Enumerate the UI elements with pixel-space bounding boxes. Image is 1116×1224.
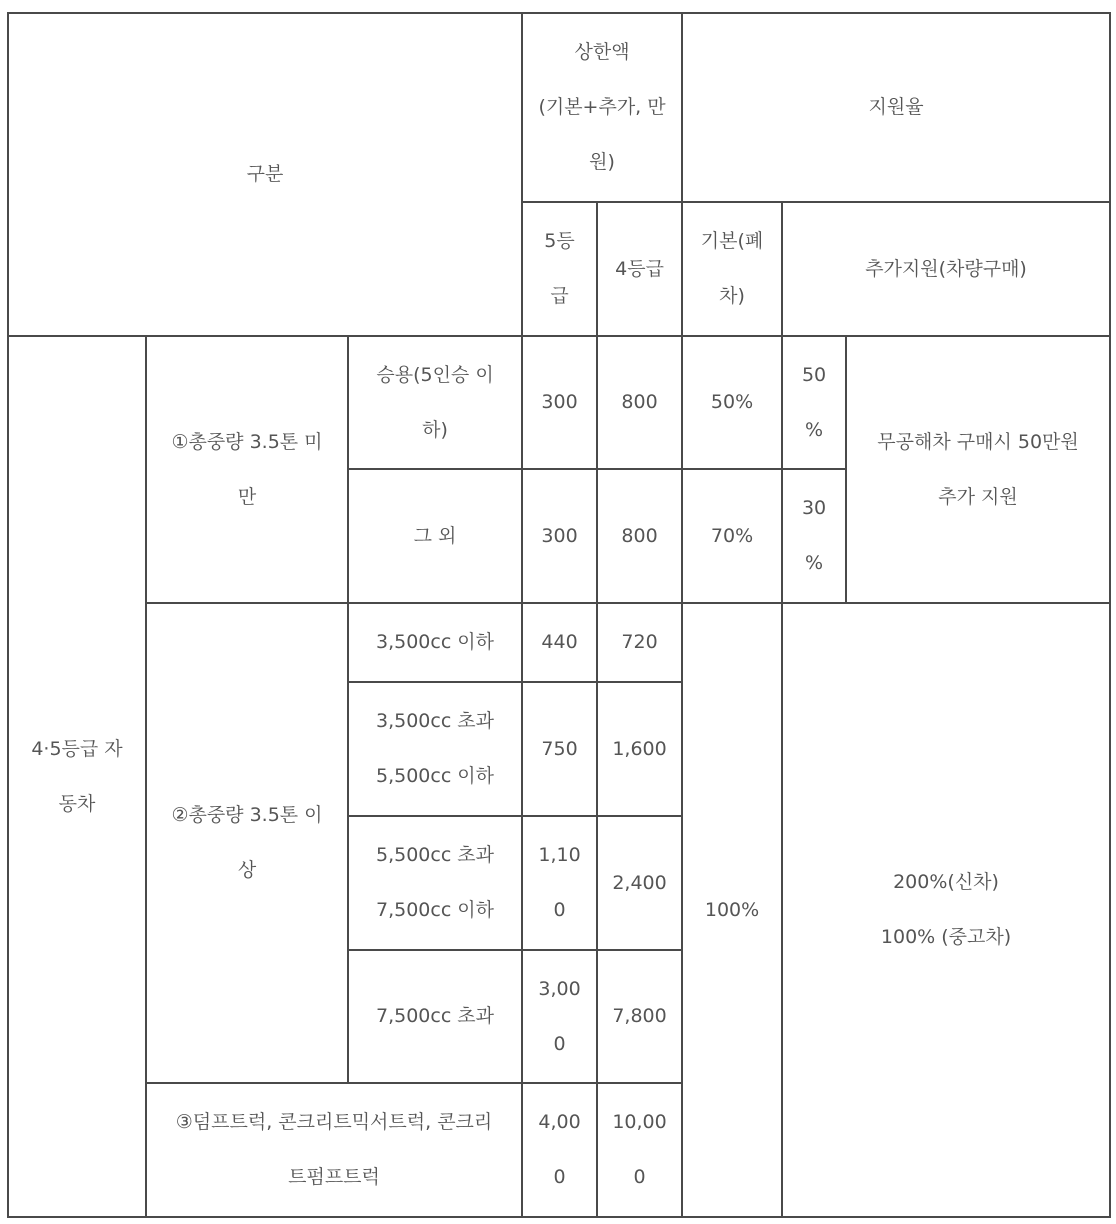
vehicle-type: 3,500cc 이하 [348, 603, 522, 682]
grade4-limit: 7,800 [597, 950, 682, 1083]
grade5-limit: 3,00 0 [522, 950, 597, 1083]
vehicle-type: 7,500cc 초과 [348, 950, 522, 1083]
header-grade5: 5등 급 [522, 202, 597, 336]
additional-rate: 30 % [782, 469, 846, 603]
vehicle-type: 승용(5인승 이 하) [348, 336, 522, 469]
basic-rate: 50% [682, 336, 782, 469]
grade5-limit: 300 [522, 336, 597, 469]
grade5-limit: 1,10 0 [522, 816, 597, 950]
grade4-limit: 10,00 0 [597, 1083, 682, 1217]
additional-rate: 200%(신차) 100% (중고차) [782, 603, 1110, 1217]
header-basic: 기본(폐 차) [682, 202, 782, 336]
header-limit: 상한액 (기본+추가, 만 원) [522, 13, 682, 202]
section3-label: ③덤프트럭, 콘크리트믹서트럭, 콘크리 트펌프트럭 [146, 1083, 522, 1217]
grade5-limit: 4,00 0 [522, 1083, 597, 1217]
section1-note: 무공해차 구매시 50만원 추가 지원 [846, 336, 1110, 603]
vehicle-type: 5,500cc 초과 7,500cc 이하 [348, 816, 522, 950]
vehicle-type: 그 외 [348, 469, 522, 603]
grade4-limit: 800 [597, 336, 682, 469]
grade5-limit: 750 [522, 682, 597, 816]
basic-rate: 70% [682, 469, 782, 603]
grade5-limit: 300 [522, 469, 597, 603]
subsidy-table [7, 12, 1111, 1218]
grade4-limit: 2,400 [597, 816, 682, 950]
section1-label: ①총중량 3.5톤 미 만 [146, 336, 348, 603]
grade4-limit: 1,600 [597, 682, 682, 816]
group-label: 4·5등급 자 동차 [8, 336, 146, 1217]
section2-label: ②총중량 3.5톤 이 상 [146, 603, 348, 1083]
header-rate: 지원율 [682, 13, 1110, 202]
basic-rate: 100% [682, 603, 782, 1217]
grade4-limit: 800 [597, 469, 682, 603]
header-category: 구분 [8, 13, 522, 336]
header-grade4: 4등급 [597, 202, 682, 336]
vehicle-type: 3,500cc 초과 5,500cc 이하 [348, 682, 522, 816]
grade4-limit: 720 [597, 603, 682, 682]
additional-rate: 50 % [782, 336, 846, 469]
header-additional: 추가지원(차량구매) [782, 202, 1110, 336]
grade5-limit: 440 [522, 603, 597, 682]
